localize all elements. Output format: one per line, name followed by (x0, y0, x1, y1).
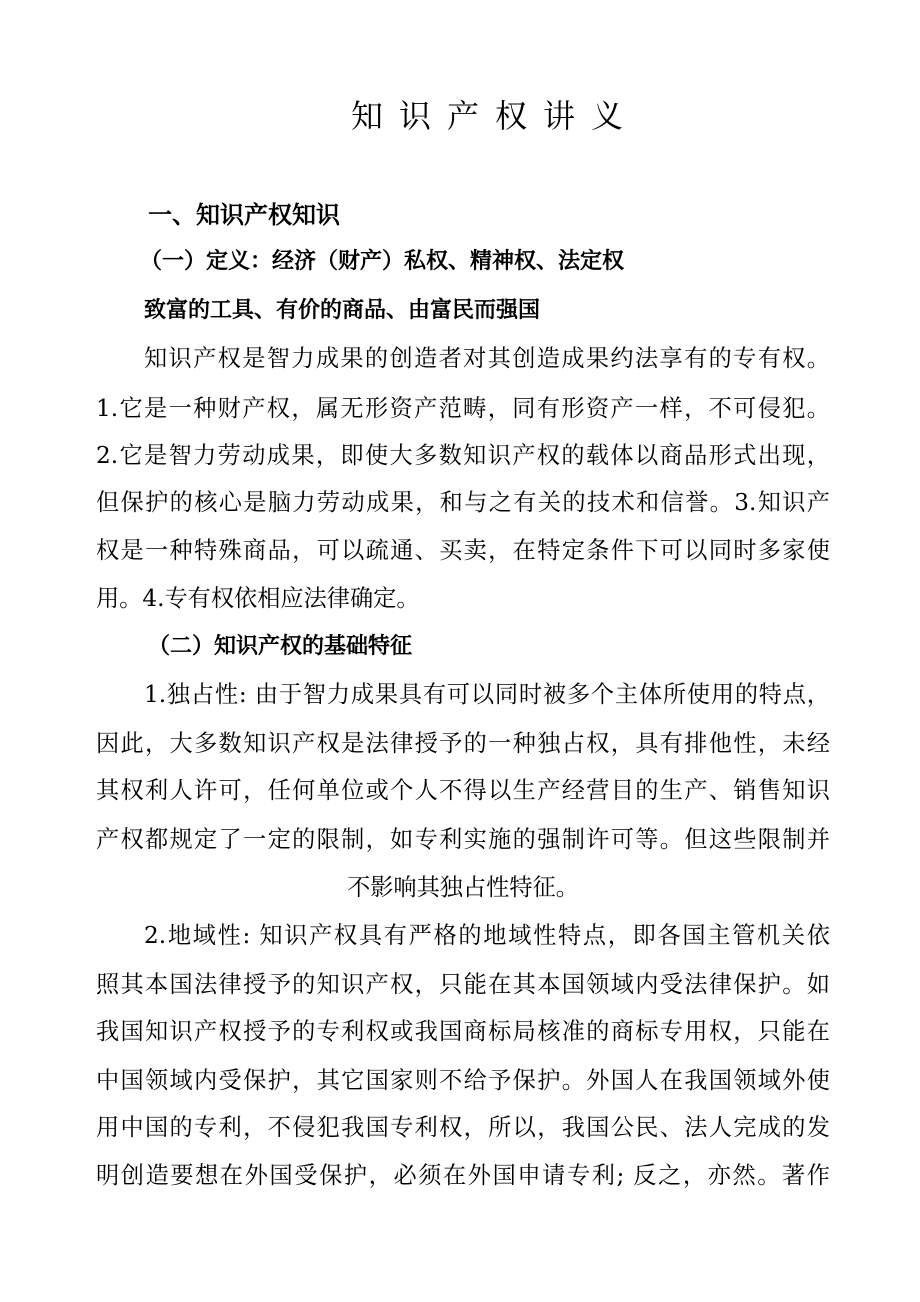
paragraph-line: 用。4.专有权依相应法律确定。 (96, 585, 420, 612)
paragraph-line: 用中国的专利，不侵犯我国专利权，所以，我国公民、法人完成的发 (96, 1114, 830, 1141)
paragraph-line: 1.它是一种财产权，属无形资产范畴，同有形资产一样，不可侵犯。 (96, 395, 830, 422)
subsection-heading-definition: （一）定义：经济（财产）私权、精神权、法定权 (140, 249, 625, 274)
paragraph-line: 但保护的核心是脑力劳动成果，和与之有关的技术和信誉。3.知识产 (96, 489, 830, 516)
subsection-tagline: 致富的工具、有价的商品、由富民而强国 (144, 298, 541, 323)
paragraph-line: 2.它是智力劳动成果，即使大多数知识产权的载体以商品形式出现， (96, 442, 830, 469)
paragraph-line: 产权都规定了一定的限制，如专利实施的强制许可等。但这些限制并 (96, 826, 830, 853)
subsection-heading-characteristics: （二）知识产权的基础特征 (148, 634, 413, 659)
paragraph-line: 2.地域性: 知识产权具有严格的地域性特点，即各国主管机关依 (144, 922, 830, 949)
paragraph-line: 权是一种特殊商品，可以疏通、买卖，在特定条件下可以同时多家使 (96, 537, 830, 564)
document-title: 知识产权讲义 (350, 97, 639, 135)
paragraph-line: 因此，大多数知识产权是法律授予的一种独占权，具有排他性，未经 (96, 730, 830, 757)
paragraph-line: 我国知识产权授予的专利权或我国商标局核准的商标专用权，只能在 (96, 1018, 830, 1045)
paragraph-line: 中国领域内受保护，其它国家则不给予保护。外国人在我国领域外使 (96, 1067, 830, 1094)
paragraph-line: 知识产权是智力成果的创造者对其创造成果约法享有的专有权。 (144, 345, 830, 372)
paragraph-line: 照其本国法律授予的知识产权，只能在其本国领域内受法律保护。如 (96, 971, 830, 998)
paragraph-line: 明创造要想在外国受保护，必须在外国申请专利; 反之，亦然。著作 (96, 1162, 830, 1189)
paragraph-line: 其权利人许可，任何单位或个人不得以生产经营目的生产、销售知识 (96, 777, 830, 804)
paragraph-line: 1.独占性: 由于智力成果具有可以同时被多个主体所使用的特点， (144, 681, 830, 708)
section-heading-1: 一、知识产权知识 (148, 201, 340, 229)
paragraph-line: 不影响其独占性特征。 (347, 874, 579, 901)
